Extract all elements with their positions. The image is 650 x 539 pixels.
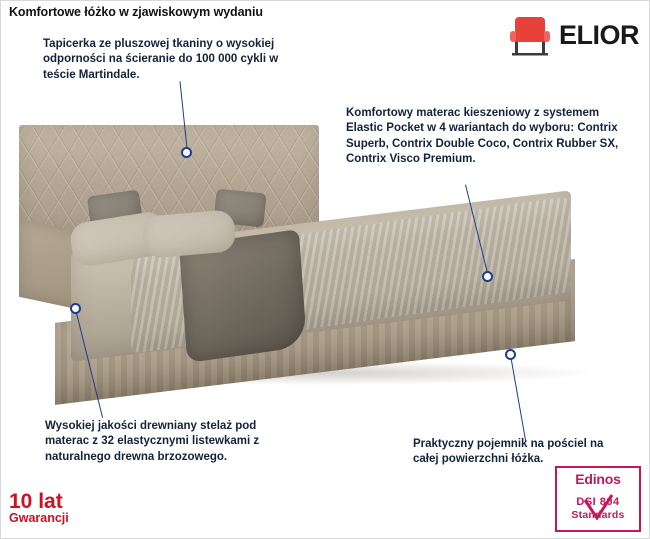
warranty-label: Gwarancji (9, 510, 69, 525)
brand-logo (507, 11, 639, 59)
certificate-title: Edinos (575, 471, 621, 487)
warranty-years: 10 lat (9, 489, 63, 513)
armchair-icon (507, 11, 553, 59)
brand-name: ELIOR (558, 19, 639, 50)
certificate-code: DSI 804 (576, 496, 620, 508)
certificate-subtitle: Standards (571, 509, 625, 521)
callout-text-storage: Praktyczny pojemnik na pościel na całej powierzchni łóżka. (413, 438, 604, 466)
warranty-badge (9, 486, 77, 530)
callout-text-upholstery: Tapicerka ze pluszowej tkaniny o wysokiej odporności na ścieranie do 100 000 cykli w teście Martindale. (43, 38, 279, 81)
callout-dot-mattress (482, 271, 493, 282)
callout-text-mattress: Komfortowy materac kieszeniowy z systemem Elastic Pocket w 4 wariantach do wyboru: Contrix Superb, Contrix Double Coco, Contrix Rubber SX, Contrix Visco Premium. (346, 107, 619, 165)
page-title: Komfortowe łóżko w zjawiskowym wydaniu (9, 5, 263, 19)
bed-pillow (141, 209, 236, 259)
callout-dot-slats (70, 303, 81, 314)
callout-dot-storage (505, 349, 516, 360)
check-mark-icon (581, 494, 615, 520)
callout-dot-upholstery (181, 147, 192, 158)
certificate-badge (555, 466, 641, 532)
callout-text-slats: Wysokiej jakości drewniany stelaż pod materac z 32 elastycznymi listewkami z naturalnego drewna brzozowego. (45, 420, 260, 463)
